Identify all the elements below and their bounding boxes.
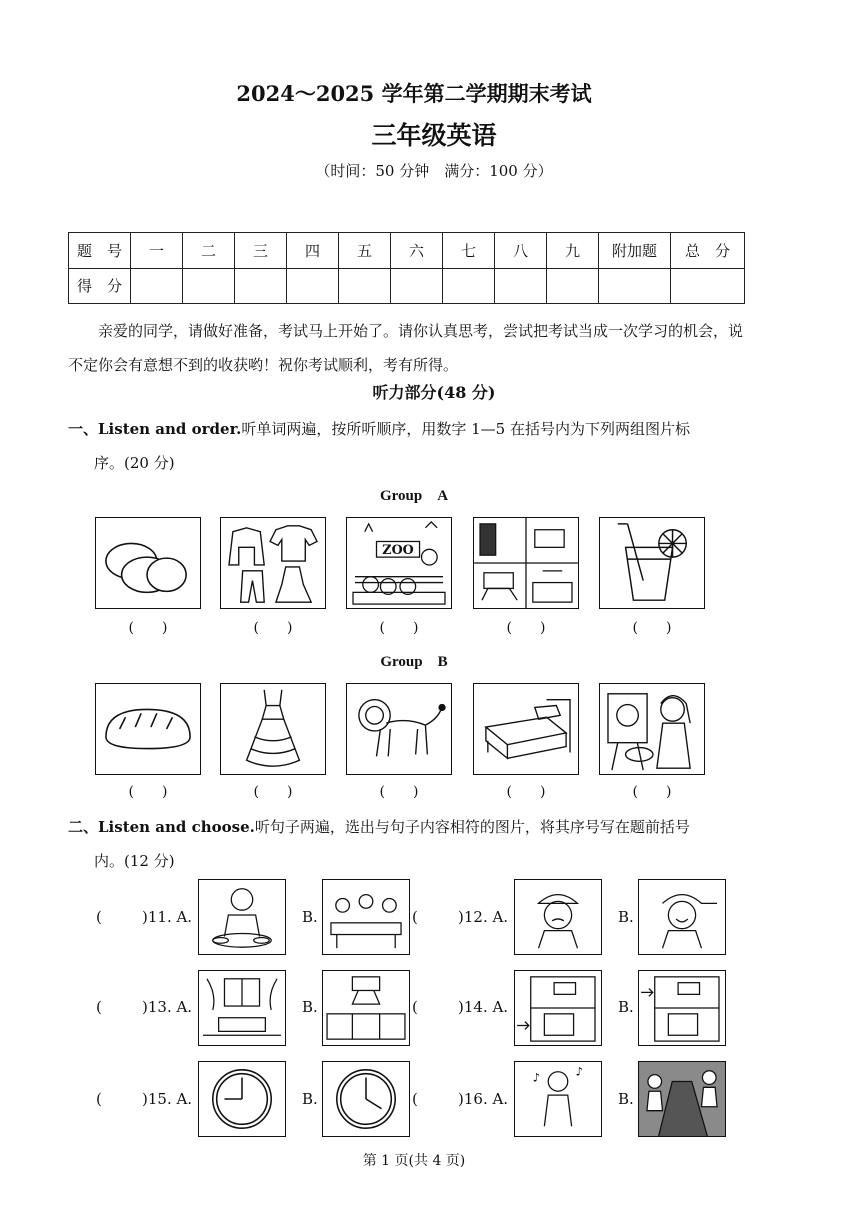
subject-title: 三年级英语 <box>371 121 497 150</box>
item-13-label: )13. A. <box>142 998 193 1016</box>
score-header-cell: 附加题 <box>599 233 671 269</box>
score-header-cell: 总 分 <box>671 233 745 269</box>
kids-running-picture[interactable] <box>638 1061 726 1137</box>
question-2-text: 听句子两遍，选出与句子内容相符的图片，将其序号写在题前括号 <box>254 818 690 836</box>
item-12-label: )12. A. <box>458 908 509 926</box>
item-15-b-label: B. <box>302 1090 318 1108</box>
question-2-text2: 内。(12 分) <box>94 852 175 870</box>
question-2-heading <box>68 810 758 878</box>
item-14-b-label: B. <box>618 998 634 1016</box>
girl-cap-happy-picture[interactable] <box>638 879 726 955</box>
exam-info: （时间：50 分钟 满分：100 分） <box>315 162 553 180</box>
score-table <box>68 232 745 304</box>
answer-blank[interactable]: ( ) <box>506 784 546 800</box>
score-header-cell: 四 <box>287 233 339 269</box>
listening-heading: 听力部分(48 分) <box>372 383 496 402</box>
svg-text:♪: ♪ <box>532 1070 541 1085</box>
answer-open-paren[interactable]: ( <box>412 1090 418 1108</box>
score-row-label: 得 分 <box>69 268 131 304</box>
answer-open-paren[interactable]: ( <box>96 998 102 1016</box>
score-value-row <box>69 268 745 304</box>
answer-blank[interactable]: ( ) <box>128 784 168 800</box>
house-arrow-a-picture[interactable] <box>514 970 602 1046</box>
girl-painting-picture <box>599 683 705 775</box>
answer-blank[interactable]: ( ) <box>379 784 419 800</box>
score-header-cell: 六 <box>391 233 443 269</box>
bread-picture <box>95 683 201 775</box>
score-header-row <box>69 233 745 269</box>
item-11-b-label: B. <box>302 908 318 926</box>
score-input-cell[interactable] <box>391 268 443 304</box>
question-1-text2: 序。(20 分) <box>94 454 175 472</box>
clock-nine-picture[interactable] <box>198 1061 286 1137</box>
item-15-label: )15. A. <box>142 1090 193 1108</box>
item-16-label: )16. A. <box>458 1090 509 1108</box>
clothes-picture <box>220 517 326 609</box>
score-input-cell[interactable] <box>671 268 745 304</box>
girl-singing-picture[interactable] <box>514 1061 602 1137</box>
boy-eating-picture[interactable] <box>198 879 286 955</box>
score-input-cell[interactable] <box>547 268 599 304</box>
score-input-cell[interactable] <box>495 268 547 304</box>
question-2-label: 二、Listen and choose. <box>68 818 255 836</box>
exam-title: 2024～2025 学年第二学期期末考试 <box>236 81 592 106</box>
answer-blank[interactable]: ( ) <box>632 620 672 636</box>
juice-picture <box>599 517 705 609</box>
house-arrow-b-picture[interactable] <box>638 970 726 1046</box>
intro-paragraph: 亲爱的同学，请做好准备，考试马上开始了。请你认真思考，尝试把考试当成一次学习的机会，说不定你会有意想不到的收获哟！祝你考试顺利，考有所得。 <box>68 322 744 374</box>
girl-cap-sad-picture[interactable] <box>514 879 602 955</box>
answer-open-paren[interactable]: ( <box>96 908 102 926</box>
item-11-label: )11. A. <box>142 908 193 926</box>
group-a-label: Group A <box>379 488 449 504</box>
house-picture <box>473 517 579 609</box>
kitchen-picture[interactable] <box>322 970 410 1046</box>
answer-open-paren[interactable]: ( <box>412 908 418 926</box>
dress-picture <box>220 683 326 775</box>
answer-blank[interactable]: ( ) <box>632 784 672 800</box>
item-16-b-label: B. <box>618 1090 634 1108</box>
score-input-cell[interactable] <box>287 268 339 304</box>
family-dinner-picture[interactable] <box>322 879 410 955</box>
score-header-cell: 五 <box>339 233 391 269</box>
item-14-label: )14. A. <box>458 998 509 1016</box>
answer-open-paren[interactable]: ( <box>412 998 418 1016</box>
item-13-b-label: B. <box>302 998 318 1016</box>
score-input-cell[interactable] <box>183 268 235 304</box>
eggs-picture <box>95 517 201 609</box>
page-footer: 第 1 页(共 4 页) <box>362 1153 466 1169</box>
score-header-cell: 题 号 <box>69 233 131 269</box>
answer-blank[interactable]: ( ) <box>379 620 419 636</box>
bed-picture <box>473 683 579 775</box>
answer-open-paren[interactable]: ( <box>96 1090 102 1108</box>
score-header-cell: 三 <box>235 233 287 269</box>
score-header-cell: 七 <box>443 233 495 269</box>
item-12-b-label: B. <box>618 908 634 926</box>
clock-four-picture[interactable] <box>322 1061 410 1137</box>
score-header-cell: 一 <box>131 233 183 269</box>
score-header-cell: 九 <box>547 233 599 269</box>
answer-blank[interactable]: ( ) <box>506 620 546 636</box>
lion-picture <box>346 683 452 775</box>
answer-blank[interactable]: ( ) <box>253 784 293 800</box>
score-input-cell[interactable] <box>339 268 391 304</box>
score-input-cell[interactable] <box>599 268 671 304</box>
question-1-heading <box>68 412 758 480</box>
score-header-cell: 八 <box>495 233 547 269</box>
group-b-label: Group B <box>380 654 448 670</box>
svg-text:♪: ♪ <box>575 1064 583 1079</box>
svg-text:ZOO: ZOO <box>382 542 414 558</box>
score-header-cell: 二 <box>183 233 235 269</box>
answer-blank[interactable]: ( ) <box>128 620 168 636</box>
answer-blank[interactable]: ( ) <box>253 620 293 636</box>
score-input-cell[interactable] <box>131 268 183 304</box>
zoo-picture <box>346 517 452 609</box>
score-input-cell[interactable] <box>235 268 287 304</box>
question-1-label: 一、Listen and order. <box>68 420 242 438</box>
living-room-picture[interactable] <box>198 970 286 1046</box>
question-1-text: 听单词两遍，按所听顺序，用数字 1—5 在括号内为下列两组图片标 <box>241 420 690 438</box>
score-input-cell[interactable] <box>443 268 495 304</box>
